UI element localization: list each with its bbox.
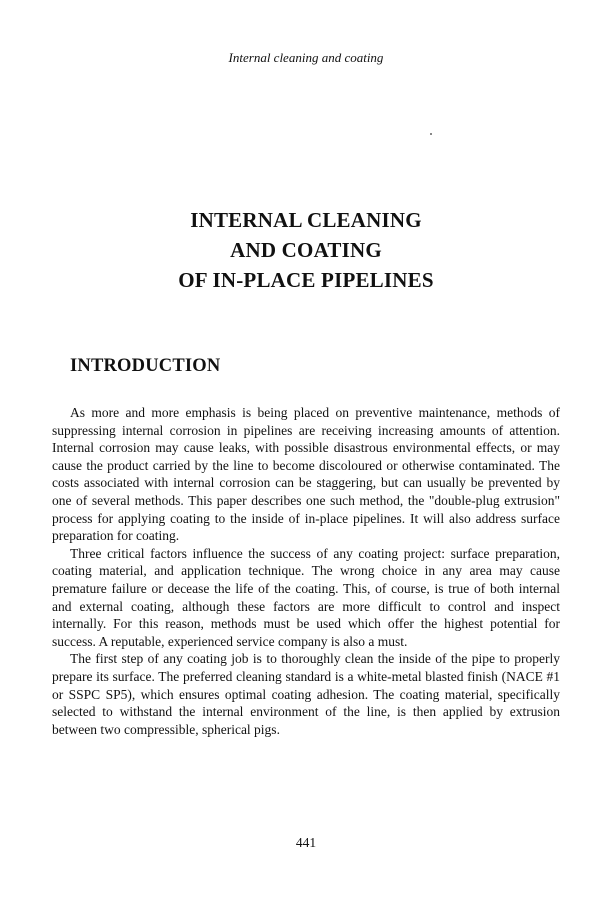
paragraph-1: As more and more emphasis is being placed on preventive maintenance, methods of suppressing internal corrosion in pipelines are receiving increasing amounts of attention. Internal corrosion may cause leaks, with possible disastrous environmental effects, or may cause the product carried by the line to become discoloured or otherwise contaminated. The costs associated with internal corrosion can be staggering, but can usually be prevented by one of several methods. This paper describes one such method, the "double-plug extrusion" process for applying coating to the inside of in-place pipelines. It will also address surface preparation for coating. bbox=[52, 405, 560, 544]
speck-mark bbox=[430, 133, 432, 135]
article-title bbox=[0, 205, 612, 295]
title-line-1: INTERNAL CLEANING bbox=[190, 208, 422, 232]
running-head: Internal cleaning and coating bbox=[228, 50, 384, 65]
section-heading: INTRODUCTION bbox=[70, 356, 221, 376]
title-line-3: OF IN-PLACE PIPELINES bbox=[178, 268, 434, 292]
title-line-2: AND COATING bbox=[230, 238, 382, 262]
page-number: 441 bbox=[295, 835, 317, 850]
paragraph-3: The first step of any coating job is to thoroughly clean the inside of the pipe to properly prepare its surface. The preferred cleaning standard is a white-metal blasted finish (NACE #1 or SSPC SP5), which ensures optimal coating adhesion. The coating material, specifically selected to withstand the internal environment of the line, is then applied by extrusion between two compressible, spherical pigs. bbox=[52, 651, 560, 737]
body-text bbox=[52, 404, 560, 738]
paragraph-2: Three critical factors influence the success of any coating project: surface preparation, coating material, and application technique. The wrong choice in any area may cause premature failure or decease the life of the coating. This, of course, is true of both internal and external coating, although these factors are more difficult to control and inspect internally. For this reason, methods must be used which offer the highest potential for success. A reputable, experienced service company is also a must. bbox=[52, 545, 560, 649]
